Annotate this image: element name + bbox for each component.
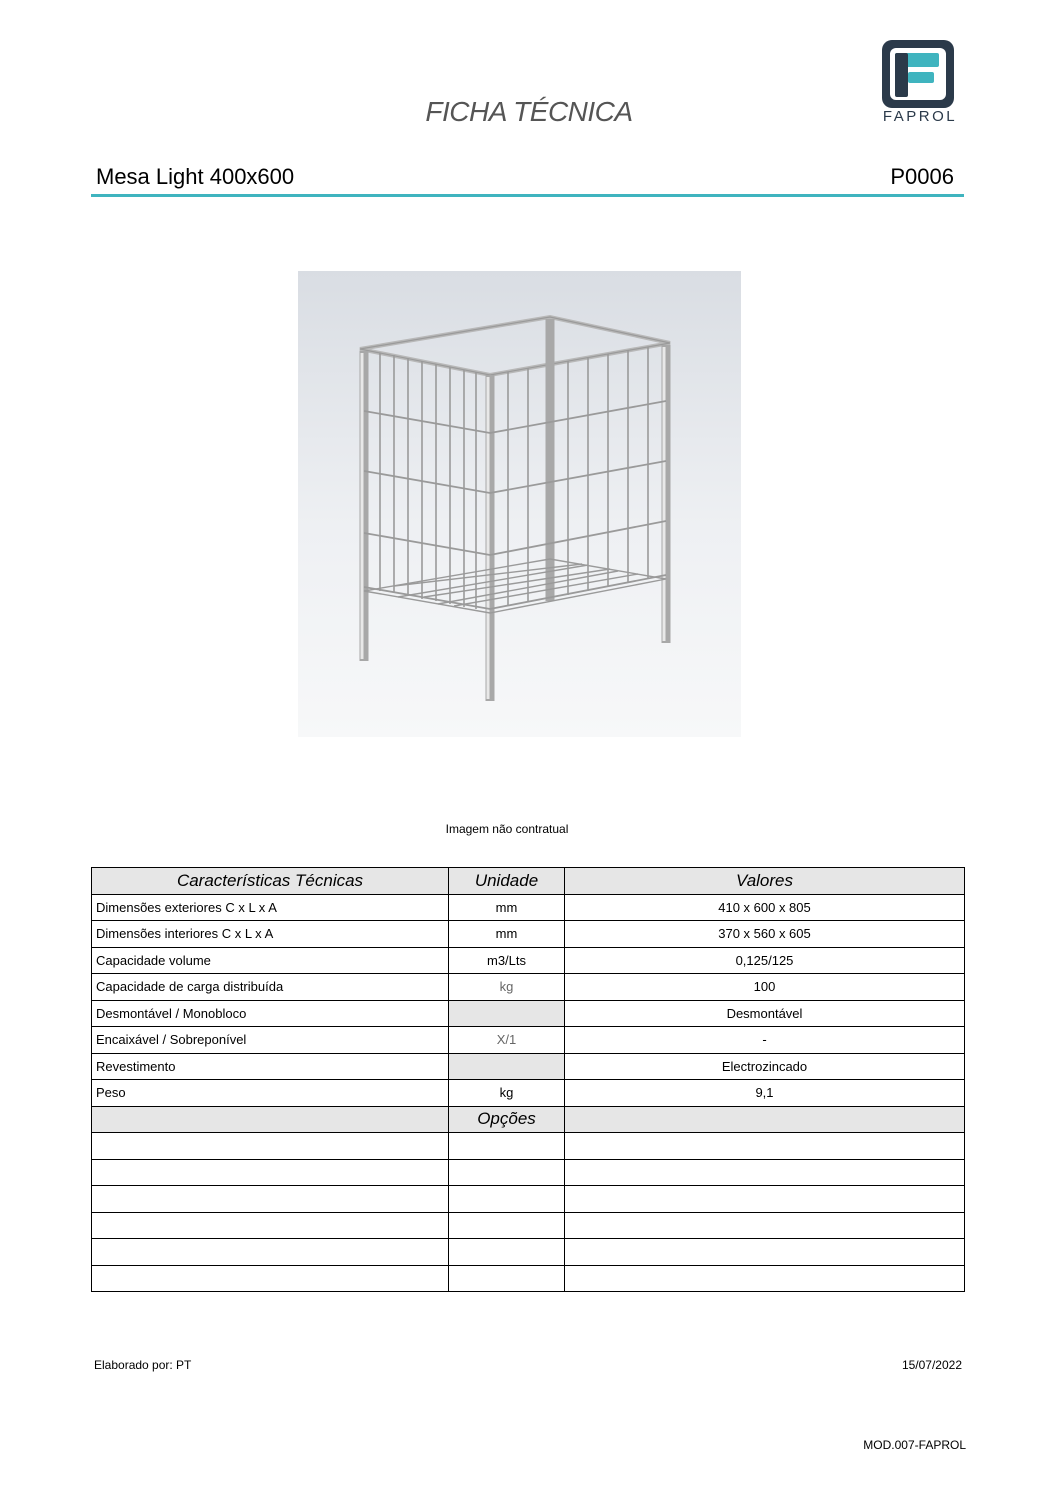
technical-specs-table <box>91 867 965 1292</box>
author-label: Elaborado por: PT <box>94 1358 192 1372</box>
spec-label: Capacidade de carga distribuída <box>92 974 449 1001</box>
spec-unit <box>449 1053 565 1080</box>
options-row <box>92 1239 965 1266</box>
table-row <box>92 921 965 948</box>
spec-label: Dimensões interiores C x L x A <box>92 921 449 948</box>
spec-unit: mm <box>449 894 565 921</box>
table-row <box>92 1027 965 1054</box>
product-name: Mesa Light 400x600 <box>96 164 295 189</box>
form-code: MOD.007-FAPROL <box>863 1438 966 1452</box>
spec-label: Encaixável / Sobreponível <box>92 1027 449 1054</box>
image-caption: Imagem não contratual <box>445 822 569 836</box>
table-row <box>92 947 965 974</box>
wire-basket-table-icon <box>298 271 741 737</box>
spec-value: Electrozincado <box>565 1053 965 1080</box>
spec-value: 100 <box>565 974 965 1001</box>
table-header-row <box>92 868 965 895</box>
spec-value: 410 x 600 x 805 <box>565 894 965 921</box>
column-header: Características Técnicas <box>92 868 449 895</box>
spec-label: Capacidade volume <box>92 947 449 974</box>
table-row <box>92 1000 965 1027</box>
document-date: 15/07/2022 <box>901 1358 962 1372</box>
spec-label: Desmontável / Monobloco <box>92 1000 449 1027</box>
column-header: Valores <box>565 868 965 895</box>
spec-label: Revestimento <box>92 1053 449 1080</box>
spec-unit: mm <box>449 921 565 948</box>
options-row <box>92 1133 965 1160</box>
product-code: P0006 <box>890 164 954 189</box>
options-row <box>92 1186 965 1213</box>
options-row <box>92 1159 965 1186</box>
spec-value: 9,1 <box>565 1080 965 1107</box>
options-header-row <box>92 1106 965 1133</box>
options-row <box>92 1265 965 1292</box>
spec-value: 370 x 560 x 605 <box>565 921 965 948</box>
spec-unit <box>449 1000 565 1027</box>
spec-label: Peso <box>92 1080 449 1107</box>
table-row <box>92 1053 965 1080</box>
logo-text: FAPROL <box>882 108 958 125</box>
spec-unit: kg <box>449 974 565 1001</box>
options-header: Opções <box>449 1106 565 1133</box>
spec-value: - <box>565 1027 965 1054</box>
spec-unit: kg <box>449 1080 565 1107</box>
options-row <box>92 1212 965 1239</box>
table-row <box>92 894 965 921</box>
spec-unit: m3/Lts <box>449 947 565 974</box>
column-header: Unidade <box>449 868 565 895</box>
spec-label: Dimensões exteriores C x L x A <box>92 894 449 921</box>
spec-unit: X/1 <box>449 1027 565 1054</box>
spec-value: Desmontável <box>565 1000 965 1027</box>
title-divider <box>91 194 964 197</box>
table-row <box>92 1080 965 1107</box>
table-row <box>92 974 965 1001</box>
document-title: FICHA TÉCNICA <box>425 96 633 127</box>
spec-value: 0,125/125 <box>565 947 965 974</box>
